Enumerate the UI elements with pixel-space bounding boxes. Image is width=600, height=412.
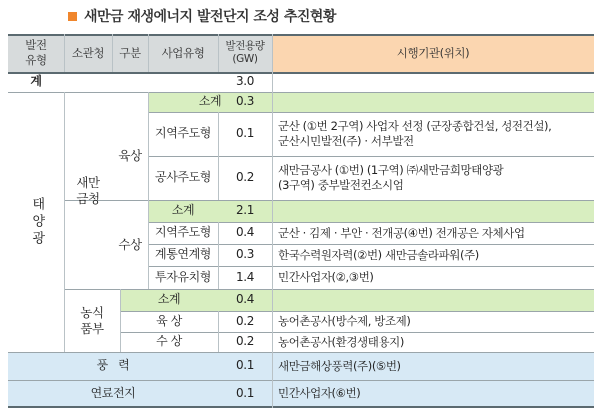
subtotal-2-label: 소계 [171,203,195,218]
header-operator: 시행기관(위치) [396,45,470,60]
row-5-value: 1.4 [236,269,254,284]
row-4-value: 0.3 [236,247,254,262]
wind-value: 0.1 [236,358,254,373]
fuel-cell-operator: 민간사업자(⑥번) [278,386,361,401]
subtotal-3-value: 0.4 [236,292,254,307]
row-7-type: 수 상 [156,334,182,349]
status-table [8,34,594,408]
table-title [68,4,336,28]
header-division: 구분 [119,45,141,60]
total-label: 계 [30,74,42,89]
row-1-value: 0.1 [236,126,254,141]
solar-label: 태양광 [29,196,45,248]
header-agency: 소관청 [71,45,105,60]
water-label: 수상 [118,236,142,252]
row-6-type: 육 상 [156,313,182,328]
row-1-type: 지역주도형 [155,126,211,141]
title-square-icon [68,12,77,21]
row-3-operator: 군산 · 김제 · 부안 · 전개공(④번) 전개공은 자체사업 [278,225,525,240]
row-3-type: 지역주도형 [155,225,211,240]
row-5-type: 투자유치형 [155,269,211,284]
fuel-cell-label: 연료전지 [90,385,136,400]
header-business: 사업유형 [161,45,205,60]
row-1-operator: 군산 (①번 2구역) 사업자 선정 (군장종합건설, 성전건설), 군산시민발전(주) · 서부발전 [278,119,552,148]
saemangeum-label: 새만 금청 [76,174,100,206]
total-value: 3.0 [236,74,254,89]
header-type: 발전 유형 [25,38,47,67]
wind-operator: 새만금해상풍력(주)(⑤번) [278,358,401,373]
row-2-operator: 새만금공사 (①번) (1구역) ㈜새만금희망태양광 (3구역) 중부발전컨소시엄 [278,163,504,192]
row-6-operator: 농어촌공사(방수제, 방조제) [278,314,411,329]
rule-header-bottom [8,72,594,74]
subtotal-3-label: 소계 [157,292,181,307]
row-2-value: 0.2 [236,170,254,185]
row-2-type: 공사주도형 [155,170,211,185]
fuel-cell-value: 0.1 [236,385,254,400]
row-7-value: 0.2 [236,334,254,349]
row-7-operator: 농어촌공사(환경생태용지) [278,334,404,349]
row-4-type: 계통연계형 [155,247,211,262]
land-label: 육상 [118,148,142,163]
row-5-operator: 민간사업자(②,③번) [278,270,374,285]
title-text: 새만금 재생에너지 발전단지 조성 추진현황 [84,9,336,25]
subtotal-1-value: 0.3 [236,94,254,109]
subtotal-1-label: 소계 [198,94,222,109]
row-3-value: 0.4 [236,225,254,240]
header-capacity: 발전용량 (GW) [225,39,265,65]
subtotal-2-value: 2.1 [236,203,254,218]
wind-label: 풍 력 [96,358,130,373]
row-4-operator: 한국수력원자력(②번) 새만금솔라파워(주) [278,247,479,262]
agri-label: 농식 품부 [80,304,104,336]
row-6-value: 0.2 [236,313,254,328]
